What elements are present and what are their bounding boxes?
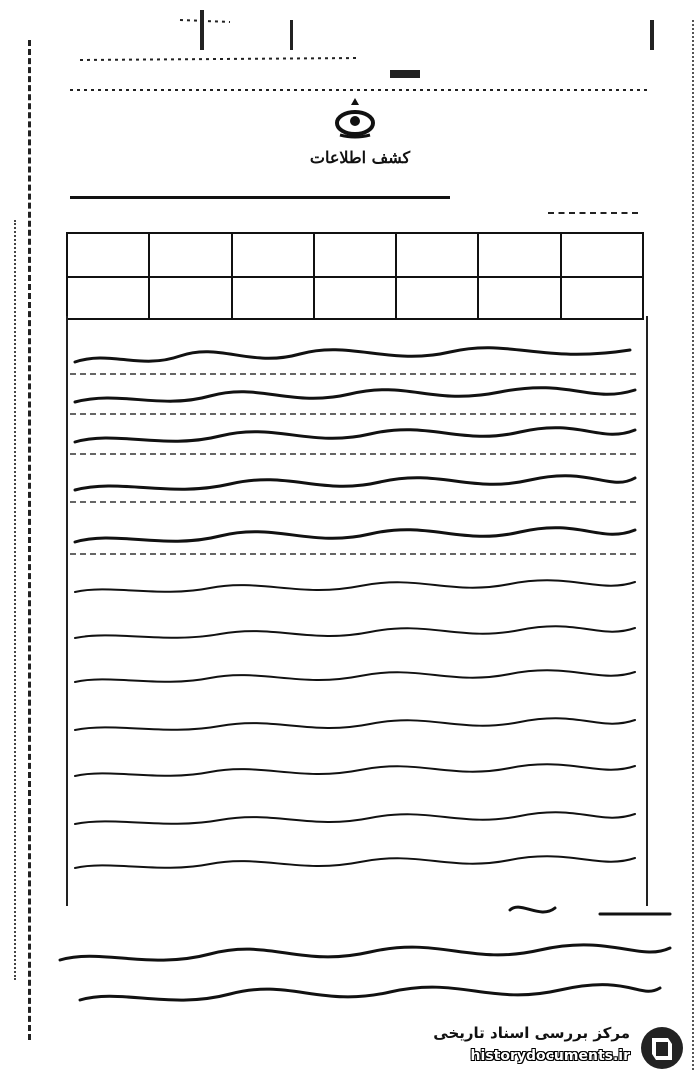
table-cell bbox=[396, 277, 478, 319]
handwritten-footer bbox=[40, 900, 680, 1020]
handwritten-body bbox=[70, 330, 640, 910]
table-cell bbox=[478, 233, 560, 277]
table-cell bbox=[314, 277, 396, 319]
table-cell bbox=[67, 233, 149, 277]
archive-watermark bbox=[410, 1020, 690, 1076]
watermark-site: historydocuments.ir bbox=[470, 1048, 630, 1064]
document-heading: کشف اطلاعات bbox=[309, 148, 411, 167]
table-cell bbox=[561, 277, 643, 319]
table-cell bbox=[314, 233, 396, 277]
table-cell bbox=[561, 233, 643, 277]
table-cell bbox=[478, 277, 560, 319]
lion-and-sun-emblem-icon bbox=[330, 95, 380, 140]
form-header-table bbox=[66, 232, 644, 320]
book-emblem-icon bbox=[638, 1024, 686, 1072]
left-margin-dashes bbox=[28, 40, 31, 1040]
table-cell bbox=[67, 277, 149, 319]
left-margin-dots bbox=[14, 220, 16, 980]
table-cell bbox=[232, 233, 314, 277]
top-scribbles bbox=[60, 0, 660, 100]
right-edge-dots bbox=[692, 20, 694, 1070]
watermark-title: مرکز بررسی اسناد تاریخی bbox=[433, 1024, 630, 1042]
table-cell bbox=[149, 277, 231, 319]
table-cell bbox=[149, 233, 231, 277]
header-underline bbox=[70, 196, 450, 199]
table-cell bbox=[232, 277, 314, 319]
header-dash bbox=[548, 212, 638, 214]
table-cell bbox=[396, 233, 478, 277]
